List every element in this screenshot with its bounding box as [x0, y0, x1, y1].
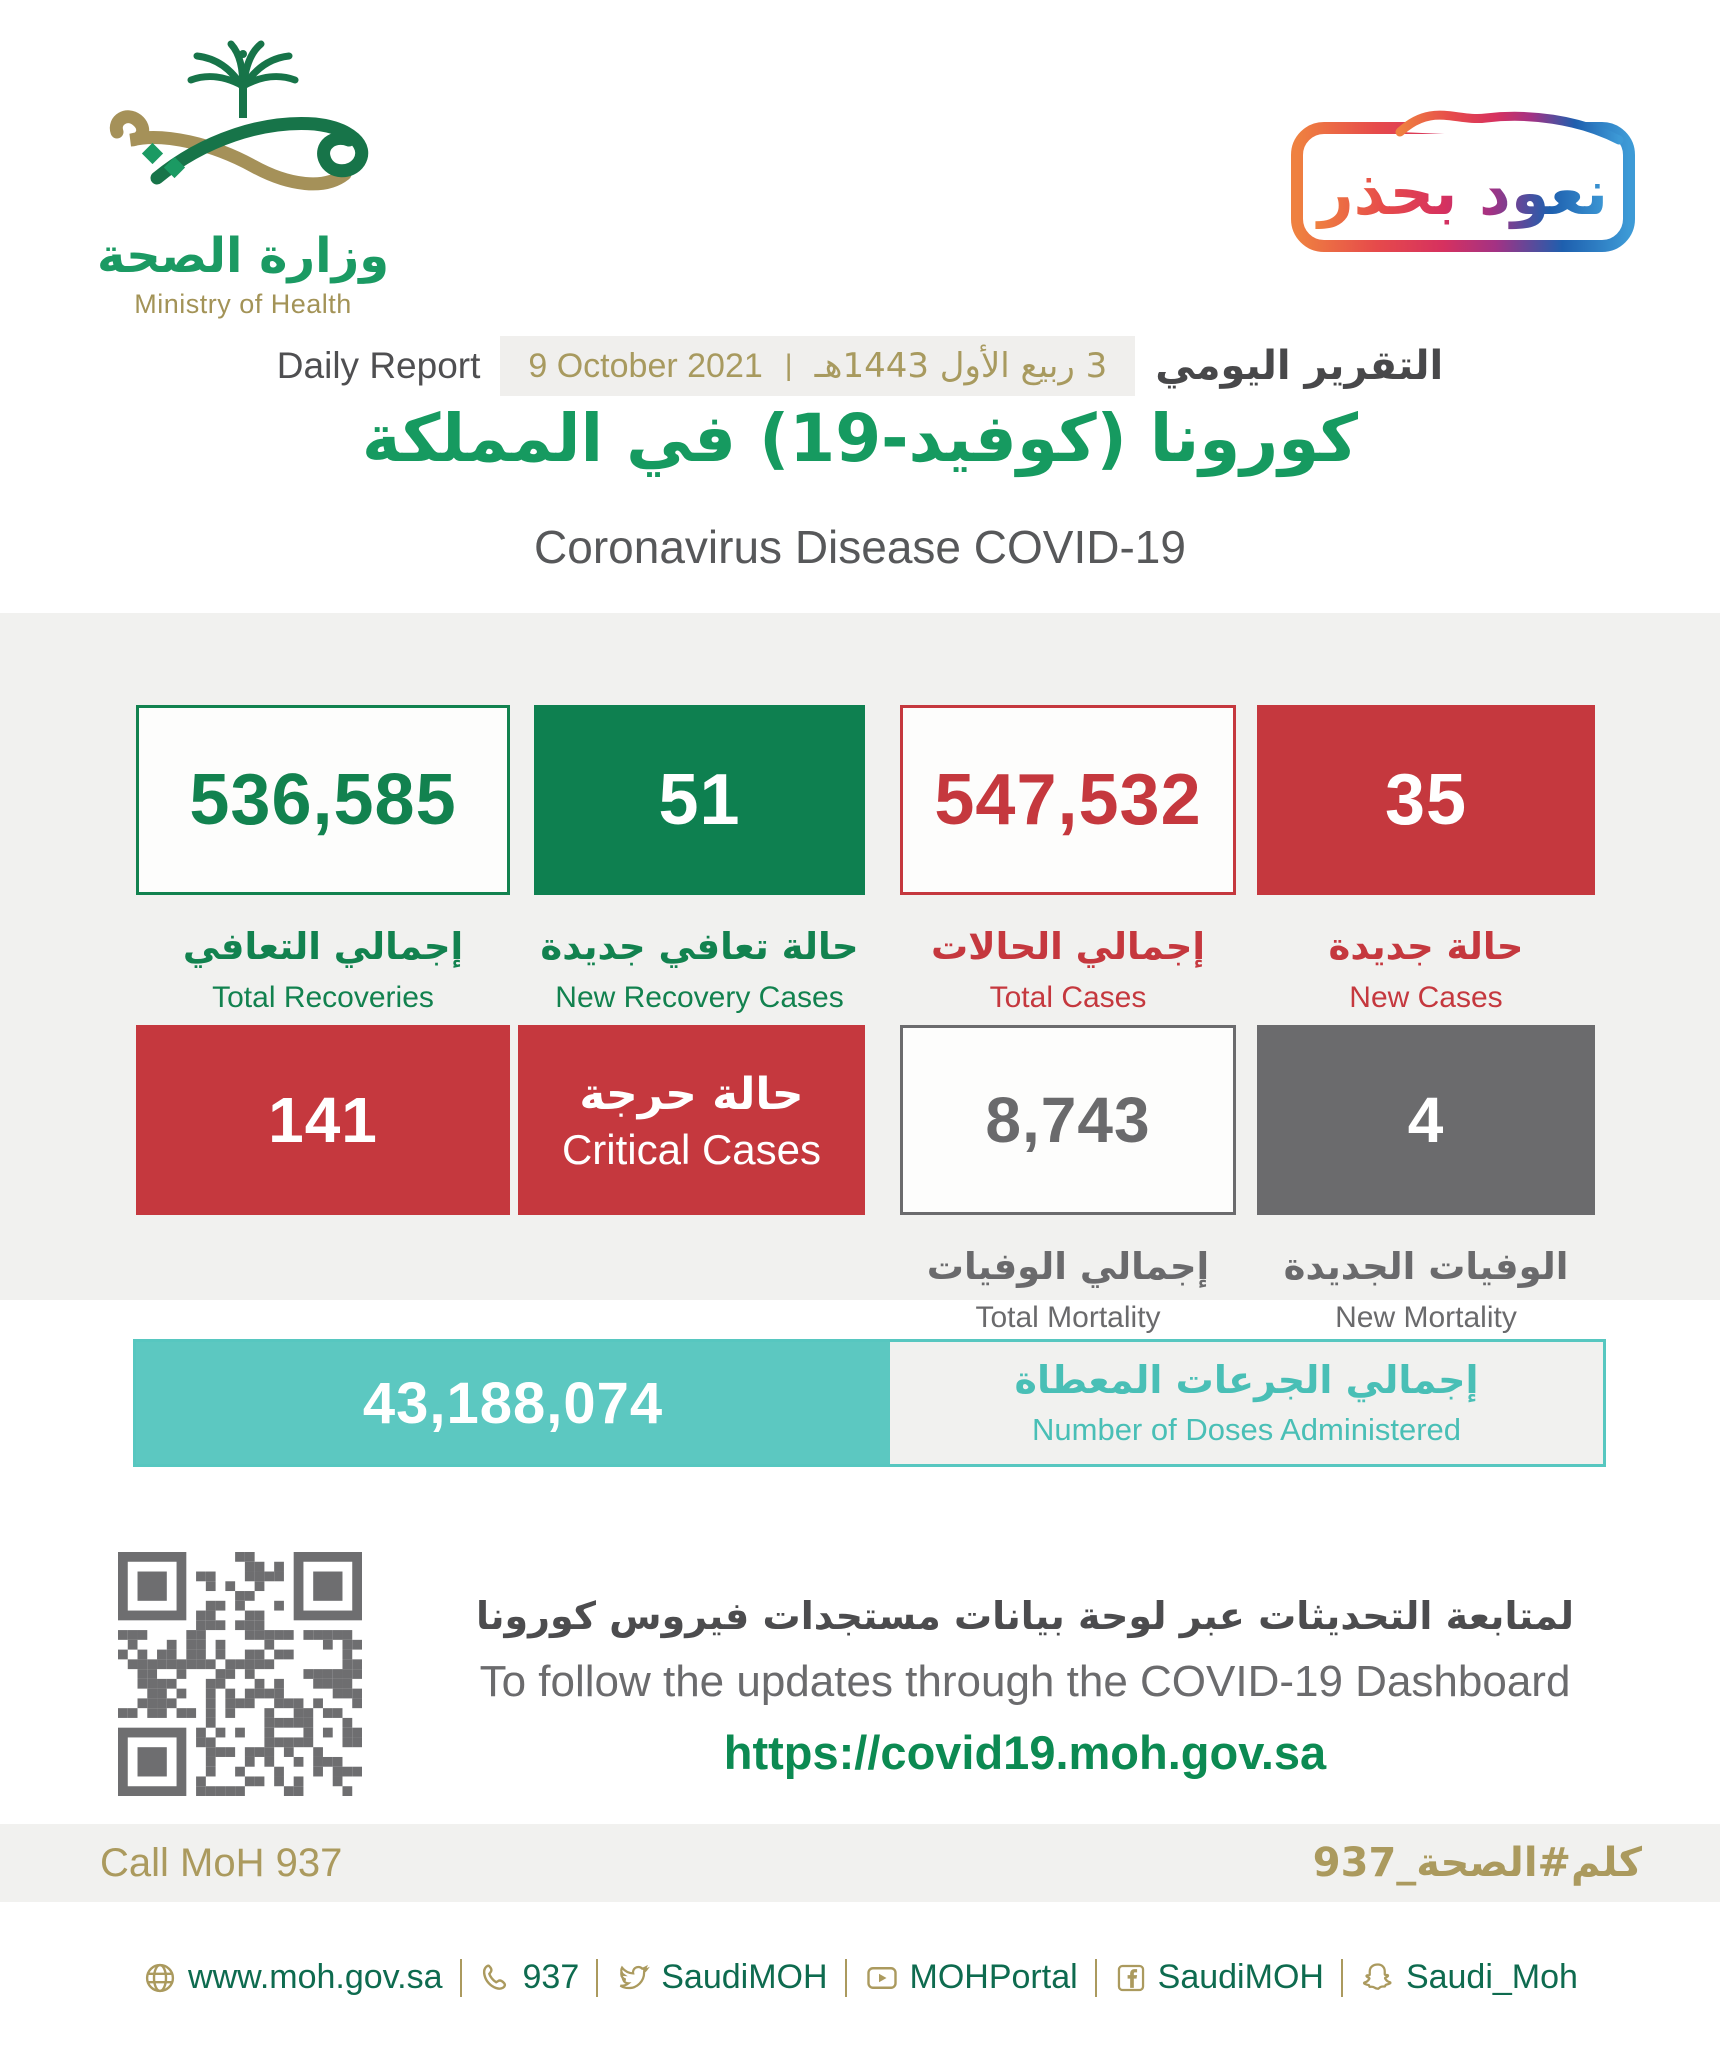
new-recovery-cases-label-ar: حالة تعافي جديدة [540, 925, 859, 968]
footer-item-snapchat[interactable] [1360, 1958, 1578, 1997]
stat-new-cases [1257, 705, 1595, 1015]
critical-cases-label-ar: حالة حرجة [579, 1068, 804, 1120]
total-recoveries-box [136, 705, 510, 895]
report-header [0, 336, 1720, 396]
new-cases-value: 35 [1384, 760, 1468, 840]
badge-text: نعود بحذر [1317, 156, 1609, 229]
doses-administered-bar [133, 1339, 1606, 1467]
total-mortality-label-ar: إجمالي الوفيات [926, 1245, 1210, 1288]
critical-cases-value-box [136, 1025, 510, 1215]
dashboard-line-en: To follow the updates through the COVID-19 Dashboard [479, 1657, 1571, 1707]
doses-value: 43,188,074 [362, 1370, 664, 1436]
ministry-name-arabic: وزارة الصحة [96, 228, 390, 284]
stat-critical-cases-label [518, 1025, 865, 1215]
new-mortality-label-ar: الوفيات الجديدة [1283, 1245, 1569, 1288]
new-cases-label-ar: حالة جديدة [1328, 925, 1524, 968]
call-hashtag-label: كلم#الصحة_937 [1312, 1840, 1642, 1886]
total-mortality-box [900, 1025, 1236, 1215]
critical-cases-value: 141 [268, 1084, 378, 1156]
footer-item-twitter[interactable] [615, 1958, 827, 1997]
facebook-icon [1114, 1961, 1148, 1995]
doses-label-en: Number of Doses Administered [1032, 1411, 1462, 1447]
footer-divider [1341, 1959, 1343, 1997]
footer-label: SaudiMOH [661, 1958, 828, 1996]
twitter-icon [615, 1960, 651, 1996]
footer-label: Saudi_Moh [1405, 1958, 1578, 1996]
total-recoveries-label-en: Total Recoveries [212, 981, 434, 1015]
critical-cases-label-en: Critical Cases [561, 1125, 822, 1173]
total-cases-label-en: Total Cases [989, 981, 1147, 1015]
total-mortality-label-en: Total Mortality [975, 1301, 1161, 1335]
footer-item-phone[interactable] [479, 1958, 580, 1997]
date-separator: | [784, 349, 793, 382]
stat-total-cases [900, 705, 1236, 1015]
page-title-english: Coronavirus Disease COVID-19 [534, 521, 1186, 573]
ministry-name-english: Ministry of Health [134, 288, 352, 319]
daily-report-label-ar: التقرير اليومي [1155, 343, 1444, 389]
new-mortality-value: 4 [1407, 1084, 1445, 1156]
doses-label-ar: إجمالي الجرعات المعطاة [1014, 1358, 1479, 1403]
page-title-arabic: كورونا (كوفيد-19) في المملكة [361, 400, 1359, 477]
footer-divider [1095, 1959, 1097, 1997]
globe-icon [142, 1960, 178, 1996]
moh-logo-emblem [93, 28, 393, 228]
snapchat-icon [1360, 1960, 1396, 1996]
call-moh-label: Call MoH 937 [100, 1841, 343, 1885]
qr-code [118, 1552, 362, 1796]
moh-logo [78, 28, 408, 320]
phone-icon [479, 1961, 513, 1995]
daily-report-label-en: Daily Report [276, 345, 481, 386]
footer-divider [845, 1959, 847, 1997]
return-with-caution-badge [1288, 88, 1638, 261]
footer-contact-bar [0, 1958, 1720, 1997]
gregorian-date: 9 October 2021 [528, 346, 763, 385]
stat-total-recoveries [136, 705, 510, 1015]
footer-divider [596, 1959, 598, 1997]
new-mortality-box [1257, 1025, 1595, 1215]
stat-new-mortality [1257, 1025, 1595, 1335]
palm-trunk [239, 88, 247, 118]
total-cases-box [900, 705, 1236, 895]
new-recovery-cases-label-en: New Recovery Cases [555, 981, 844, 1015]
stat-new-recovery-cases [534, 705, 865, 1015]
doses-value-block [136, 1342, 890, 1464]
total-mortality-value: 8,743 [985, 1084, 1151, 1156]
footer-label: www.moh.gov.sa [188, 1958, 443, 1996]
footer-label: SaudiMOH [1157, 1958, 1324, 1996]
new-cases-box [1257, 705, 1595, 895]
total-cases-label-ar: إجمالي الحالات [930, 925, 1206, 968]
youtube-icon [864, 1960, 900, 1996]
dashboard-line-ar: لمتابعة التحديثات عبر لوحة بيانات مستجدات فيروس كورونا [476, 1594, 1574, 1638]
doses-label-block [890, 1342, 1603, 1464]
footer-label: MOHPortal [909, 1958, 1078, 1996]
footer-label: 937 [522, 1958, 580, 1996]
footer-item-website[interactable] [142, 1958, 442, 1997]
new-cases-label-en: New Cases [1349, 981, 1503, 1015]
new-recovery-cases-box [534, 705, 865, 895]
date-box [500, 336, 1135, 396]
footer-item-facebook[interactable] [1114, 1958, 1324, 1997]
call-band [0, 1824, 1720, 1902]
green-diamond-dot [142, 143, 163, 164]
dashboard-info [390, 1592, 1660, 1780]
stat-critical-cases-value [136, 1025, 510, 1215]
new-mortality-label-en: New Mortality [1335, 1301, 1517, 1335]
total-cases-value: 547,532 [934, 760, 1202, 840]
footer-divider [460, 1959, 462, 1997]
new-recovery-cases-value: 51 [658, 760, 741, 840]
total-recoveries-label-ar: إجمالي التعافي [182, 925, 464, 968]
footer-item-youtube[interactable] [864, 1958, 1078, 1997]
dashboard-url-link[interactable]: https://covid19.moh.gov.sa [723, 1726, 1327, 1780]
critical-cases-label-box [518, 1025, 865, 1215]
total-recoveries-value: 536,585 [189, 760, 457, 840]
hijri-date: 3 ربيع الأول 1443هـ [814, 346, 1108, 386]
stat-total-mortality [900, 1025, 1236, 1335]
